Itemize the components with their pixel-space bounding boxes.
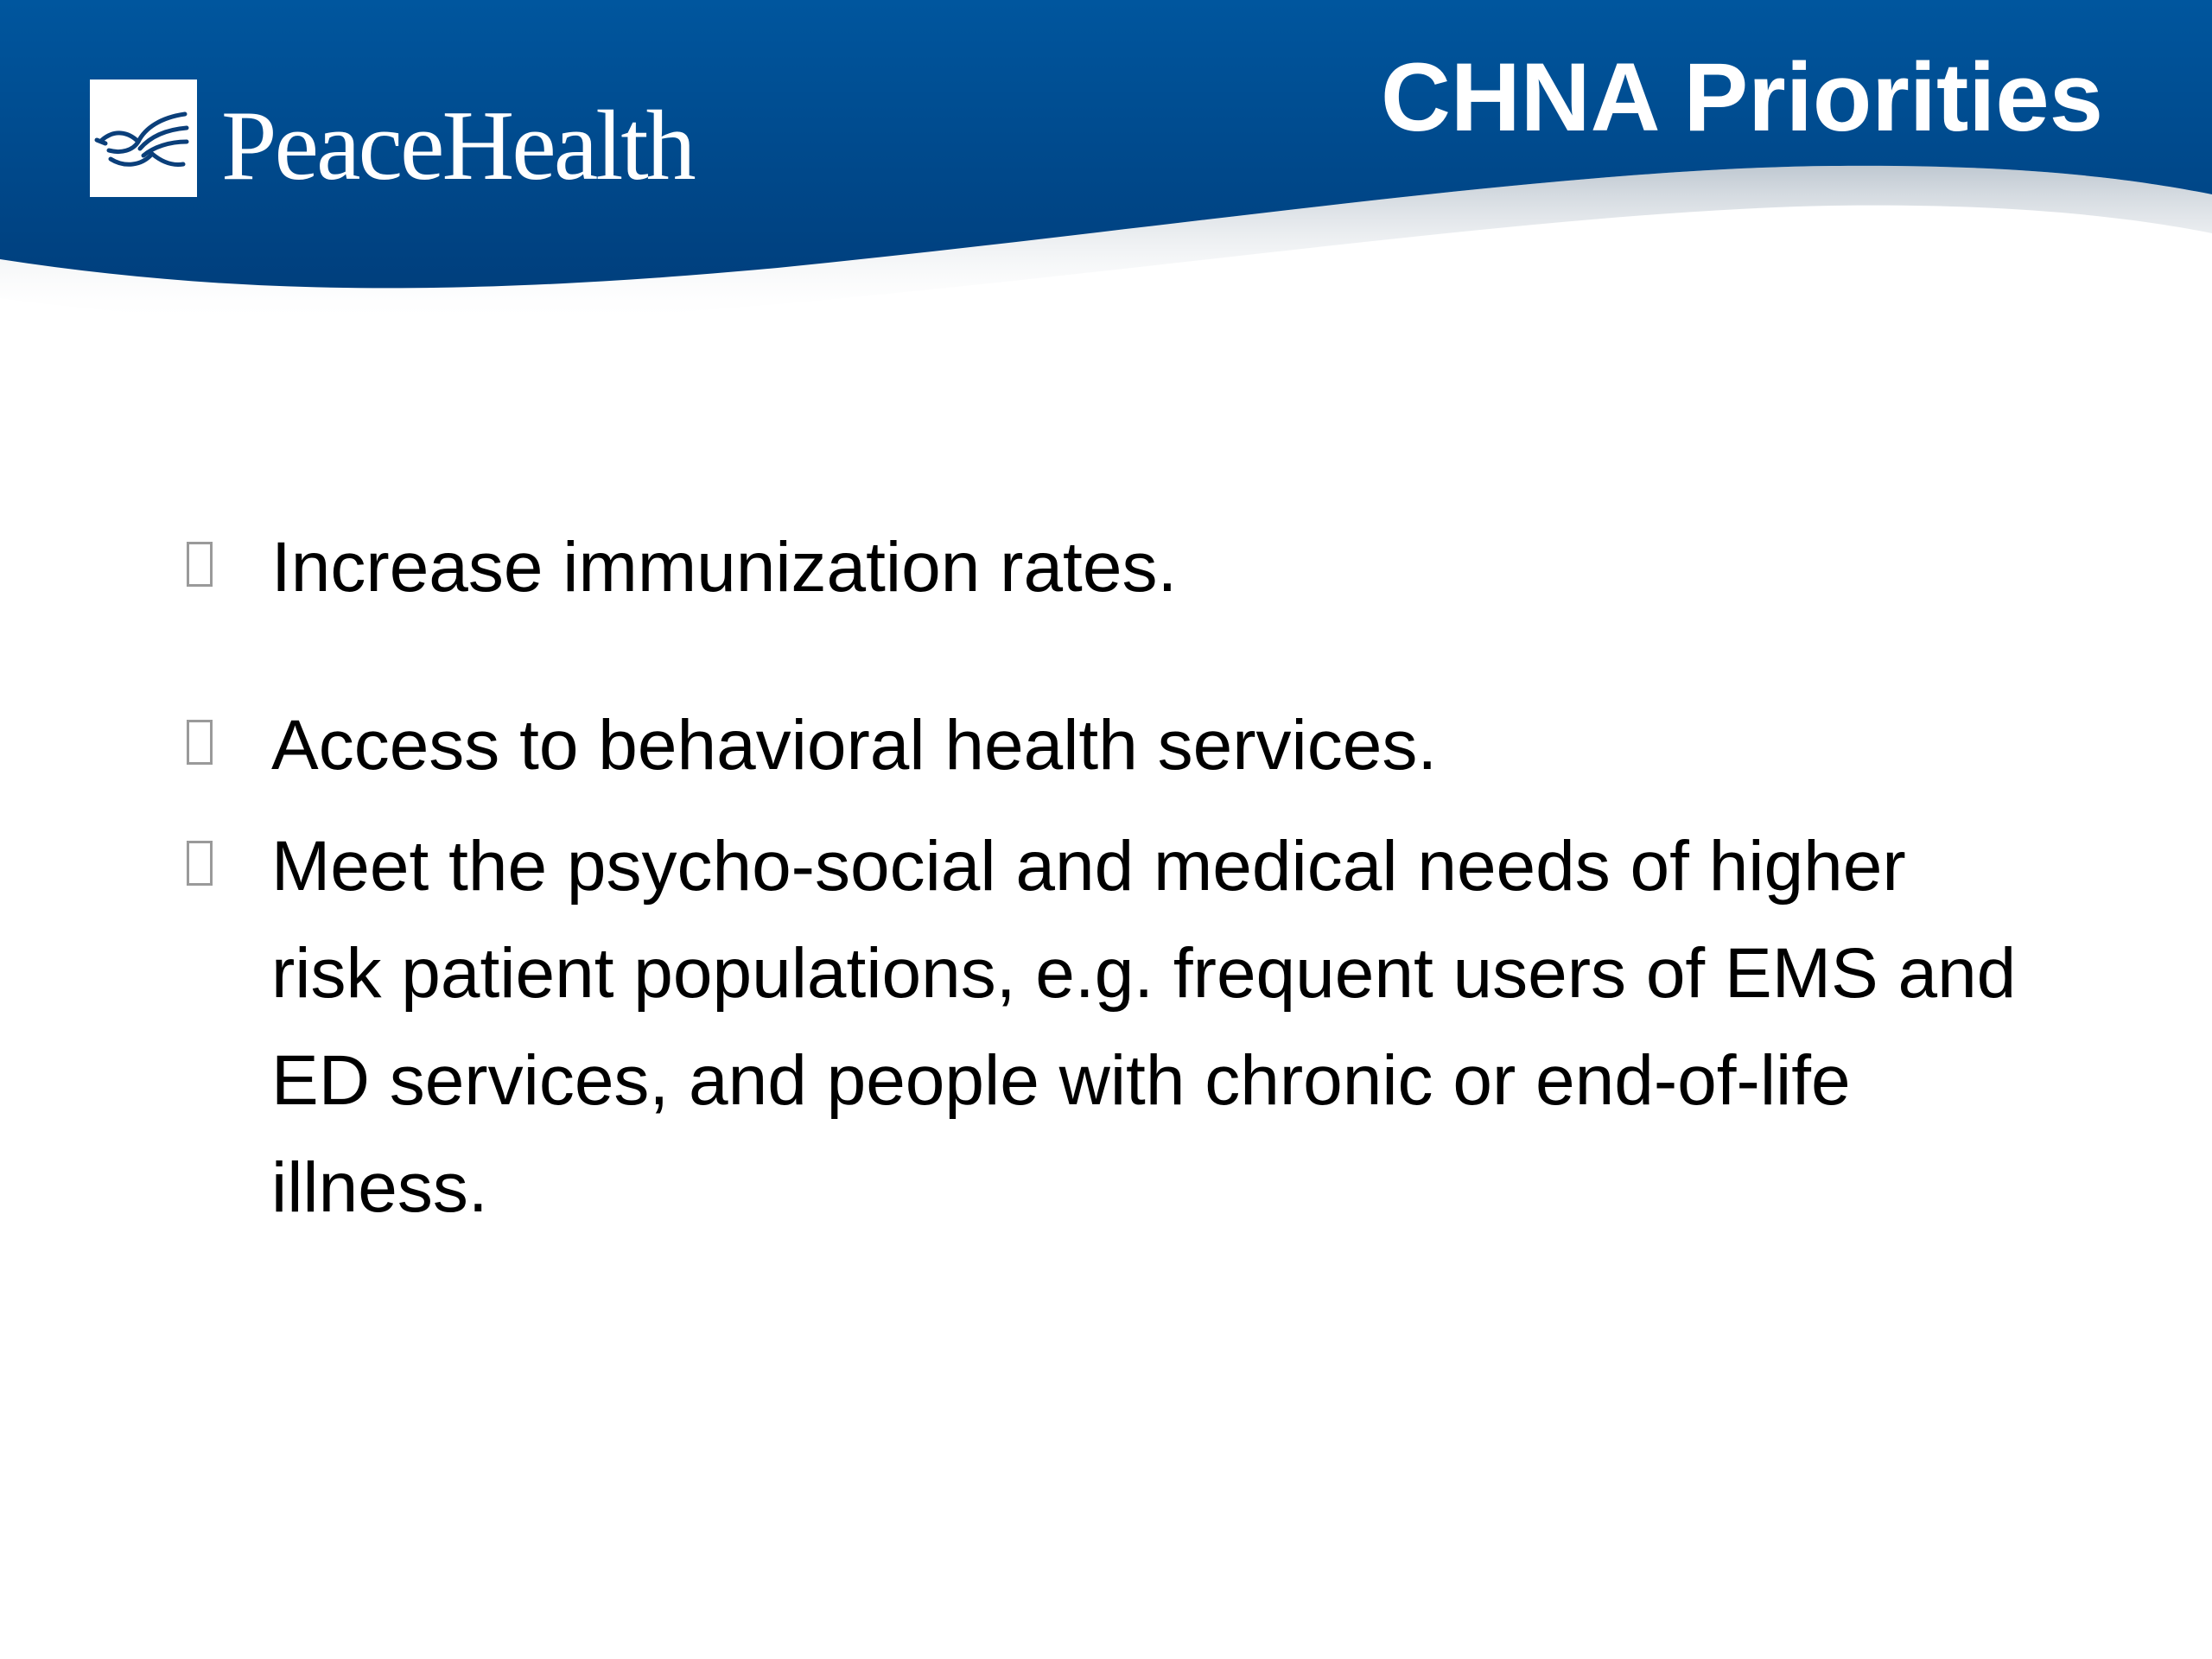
list-item [185,692,2017,799]
bullet-text: Meet the psycho-social and medical needs of higher risk patient populations, e.g. frequent users of EMS and ED services, and people with chronic or end-of-life illness. [271,827,2017,1227]
page-title: CHNA Priorities [1380,43,2103,151]
square-bullet-icon [187,720,213,765]
bullet-text: Increase immunization rates. [271,528,1178,607]
brand-name: PeaceHealth [221,91,694,201]
list-item [185,514,2017,621]
bullet-text: Access to behavioral health services. [271,706,1438,785]
square-bullet-icon [187,841,213,886]
square-bullet-icon [187,542,213,587]
list-item [185,813,2017,1242]
dove-logo-icon [90,79,197,197]
bullet-list [185,514,2017,1242]
logo-badge [90,79,197,197]
